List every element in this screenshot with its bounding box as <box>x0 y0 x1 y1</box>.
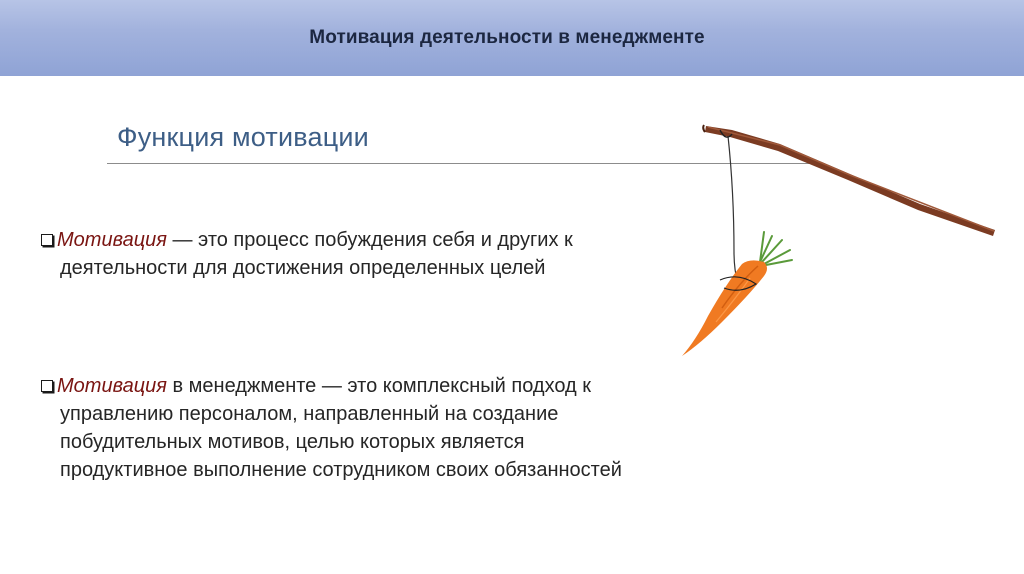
checkbox-bullet-icon <box>41 234 53 246</box>
section-subtitle: Функция мотивации <box>117 122 369 152</box>
paragraph-line: — это процесс побуждения себя и других к <box>166 229 573 251</box>
definition-paragraph-1 <box>41 226 701 282</box>
paragraph-line: в менеджменте — это комплексный подход к <box>166 375 592 397</box>
paragraph-line: деятельности для достижения определенных целей <box>60 257 546 279</box>
slide-header <box>0 0 1024 76</box>
checkbox-bullet-icon <box>41 380 53 392</box>
slide-title: Мотивация деятельности в менеджменте <box>309 27 705 48</box>
term-motivation: Мотивация <box>57 229 167 251</box>
paragraph-line: управлению персоналом, направленный на создание <box>60 403 559 425</box>
paragraph-line: побудительных мотивов, целью которых является <box>60 431 525 453</box>
paragraph-line: продуктивное выполнение сотрудником своих обязанностей <box>60 459 622 481</box>
term-motivation: Мотивация <box>57 375 167 397</box>
definition-paragraph-2 <box>41 372 741 484</box>
stick-with-carrot-icon <box>660 112 1000 362</box>
